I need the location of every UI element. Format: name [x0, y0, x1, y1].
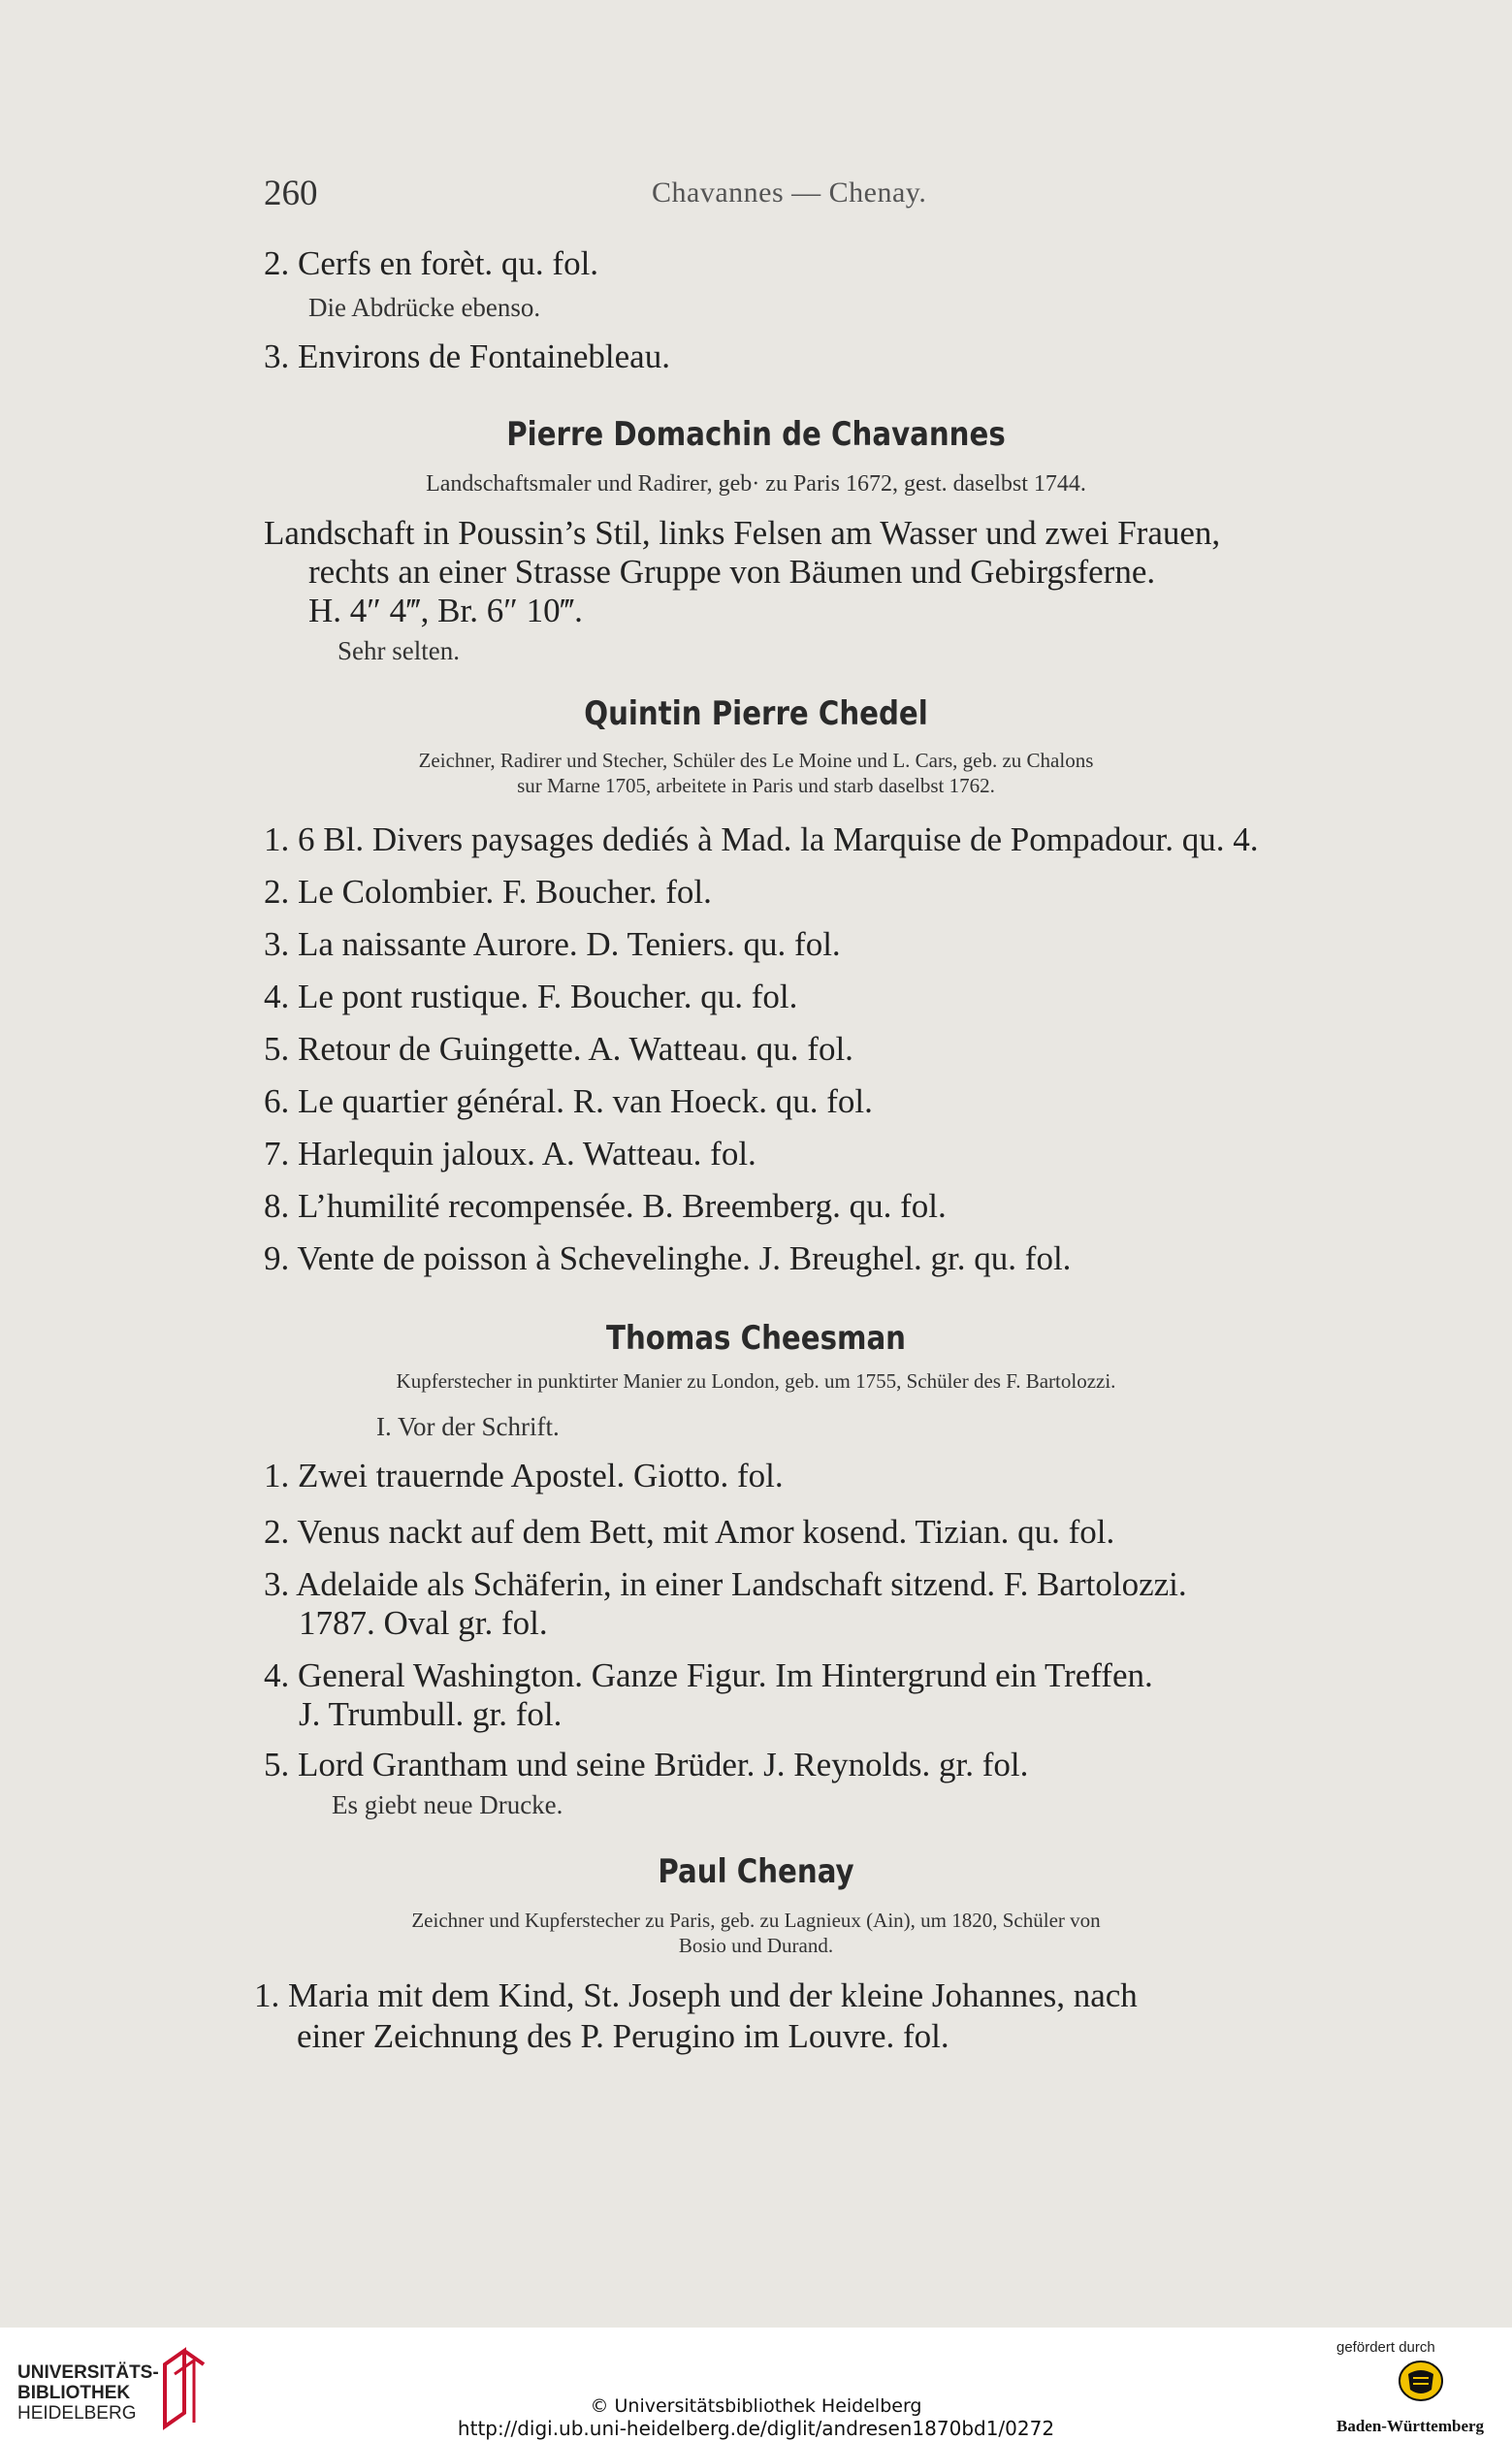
list-item: 4. General Washington. Ganze Figur. Im Hintergrund ein Treffen. [264, 1656, 1153, 1694]
funder-label: gefördert durch [1336, 2339, 1435, 2356]
list-item: 2. Le Colombier. F. Boucher. fol. [264, 873, 712, 911]
list-item: 1. Maria mit dem Kind, St. Joseph und der kleine Johannes, nach [254, 1976, 1138, 2014]
section-note: Sehr selten. [338, 636, 460, 665]
section-bio: Zeichner, Radirer und Stecher, Schüler des Le Moine und L. Cars, geb. zu Chalons [418, 749, 1094, 772]
list-item: 2. Venus nackt auf dem Bett, mit Amor kosend. Tizian. qu. fol. [264, 1513, 1115, 1551]
list-item: 7. Harlequin jaloux. A. Watteau. fol. [264, 1135, 756, 1172]
list-item-continuation: einer Zeichnung des P. Perugino im Louvre. fol. [297, 2017, 949, 2055]
section-heading: Quintin Pierre Chedel [584, 694, 928, 733]
copyright-notice: © Universitätsbibliothek Heidelberg [590, 2395, 922, 2417]
section-bio: sur Marne 1705, arbeitete in Paris und starb daselbst 1762. [517, 774, 995, 797]
intro-line: 2. Cerfs en forèt. qu. fol. [264, 244, 599, 282]
list-item: 9. Vente de poisson à Schevelinghe. J. Breughel. gr. qu. fol. [264, 1239, 1072, 1277]
list-item-continuation: 1787. Oval gr. fol. [299, 1604, 548, 1642]
section-bio: Kupferstecher in punktirter Manier zu London, geb. um 1755, Schüler des F. Bartolozzi. [396, 1369, 1116, 1393]
section-text-line: rechts an einer Strasse Gruppe von Bäumen und Gebirgsferne. [308, 553, 1156, 591]
section-text-line: H. 4″ 4‴, Br. 6″ 10‴. [308, 592, 583, 629]
state-coat-of-arms-icon [1397, 2359, 1445, 2403]
list-item: 1. 6 Bl. Divers paysages dediés à Mad. la Marquise de Pompadour. qu. 4. [264, 820, 1259, 858]
section-text-line: Landschaft in Poussin’s Stil, links Felsen am Wasser und zwei Frauen, [264, 514, 1221, 552]
section-heading: Paul Chenay [658, 1852, 854, 1891]
section-heading: Thomas Cheesman [605, 1319, 906, 1358]
list-item: 8. L’humilité recompensée. B. Breemberg. qu. fol. [264, 1187, 947, 1225]
section-bio: Bosio und Durand. [678, 1934, 834, 1957]
library-city-line: HEIDELBERG [17, 2403, 137, 2424]
list-item: 6. Le quartier général. R. van Hoeck. qu. fol. [264, 1082, 873, 1120]
sub-heading: I. Vor der Schrift. [376, 1412, 560, 1441]
section-bio: Landschaftsmaler und Radirer, geb· zu Paris 1672, gest. daselbst 1744. [426, 471, 1086, 497]
intro-note: Die Abdrücke ebenso. [308, 293, 541, 322]
intro-line: 3. Environs de Fontainebleau. [264, 337, 670, 375]
source-url[interactable]: http://digi.ub.uni-heidelberg.de/diglit/andresen1870bd1/0272 [457, 2417, 1055, 2440]
library-name-line: UNIVERSITÄTS- [17, 2362, 159, 2383]
list-item: 5. Retour de Guingette. A. Watteau. qu. fol. [264, 1030, 853, 1068]
library-name-line: BIBLIOTHEK [17, 2383, 131, 2403]
section-note: Es giebt neue Drucke. [332, 1790, 563, 1819]
list-item: 3. La naissante Aurore. D. Teniers. qu. fol. [264, 925, 841, 963]
list-item: 4. Le pont rustique. F. Boucher. qu. fol. [264, 978, 798, 1015]
list-item: 3. Adelaide als Schäferin, in einer Landschaft sitzend. F. Bartolozzi. [264, 1565, 1187, 1603]
section-heading: Pierre Domachin de Chavannes [506, 415, 1006, 454]
page-number: 260 [264, 174, 318, 213]
funder-name: Baden-Württemberg [1336, 2417, 1485, 2435]
list-item: 5. Lord Grantham und seine Brüder. J. Reynolds. gr. fol. [264, 1746, 1029, 1783]
list-item: 1. Zwei trauernde Apostel. Giotto. fol. [264, 1457, 784, 1494]
section-bio: Zeichner und Kupferstecher zu Paris, geb. zu Lagnieux (Ain), um 1820, Schüler von [411, 1909, 1101, 1932]
running-title: Chavannes — Chenay. [652, 177, 927, 209]
list-item-continuation: J. Trumbull. gr. fol. [299, 1695, 563, 1733]
